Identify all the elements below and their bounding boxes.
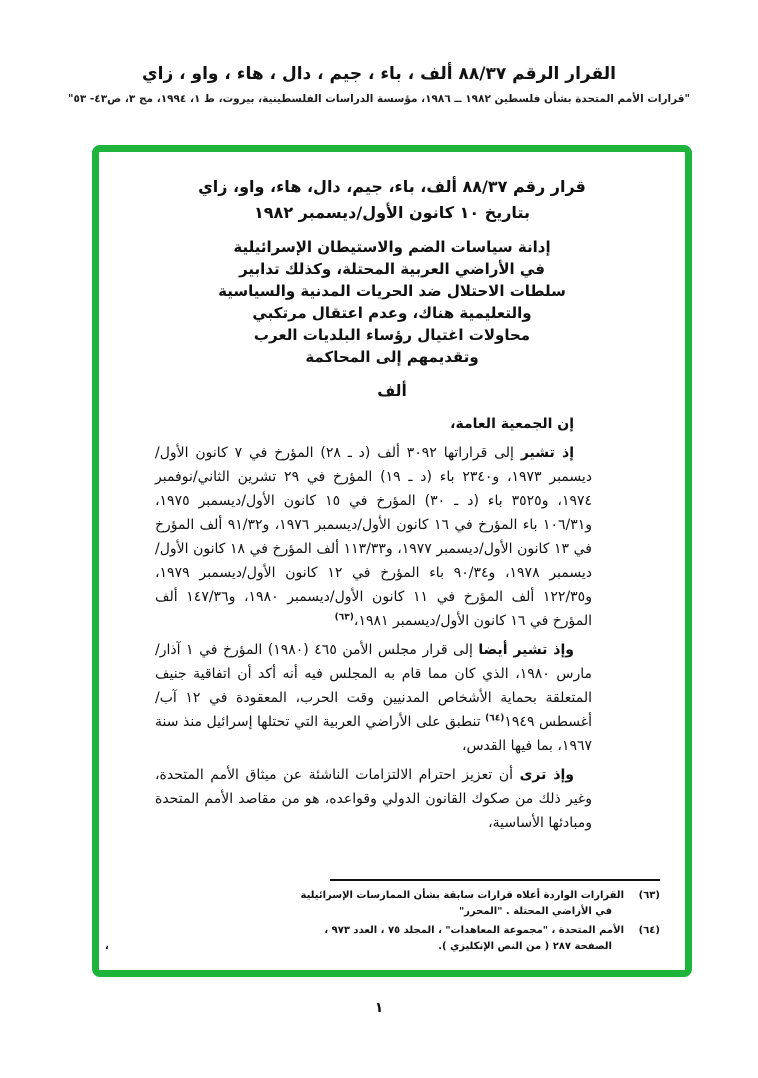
- footnote-63: [105, 888, 660, 920]
- subject-line: محاولات اغتيال رؤساء البلديات العرب: [253, 326, 531, 344]
- footnote-line-text: في الأراضي المحتلة . "المحرر": [458, 906, 612, 917]
- opening-text: إن الجمعية العامة،: [450, 416, 574, 432]
- footnote-line: الأمم المتحدة ، "مجموعة المعاهدات" ، المجلد ٧٥ ، العدد ٩٧٣ ،: [324, 925, 624, 936]
- source-citation: "قرارات الأمم المتحدة بشأن فلسطين ١٩٨٢ ــ ١٩٨٦، مؤسسة الدراسات الفلسطينية، بيروت، ط ١، ١٩٩٤، مج ٣، ص٤٣- ٥٣": [67, 93, 691, 105]
- footnote-ref-63: (٦٣): [334, 612, 354, 623]
- footnote-ref-64: (٦٤): [485, 713, 505, 724]
- paragraph-lead: إذ تشير: [520, 445, 575, 461]
- resolution-date-line: بتاريخ ١٠ كانون الأول/ديسمبر ١٩٨٢: [254, 203, 530, 222]
- paragraph-text: أن تعزيز احترام الالتزامات الناشئة عن ميثاق الأمم المتحدة، وغير ذلك من صكوك القانون الدولي وقواعده، هو من مقاصد الأمم المتحدة ومبادئها الأساسية،: [155, 767, 592, 831]
- footnote-line: [105, 939, 624, 955]
- footnote-line: [105, 904, 624, 920]
- resolution-frame: [92, 145, 692, 977]
- footnote-text: [105, 888, 624, 920]
- subject-line: إدانة سياسات الضم والاستيطان الإسرائيلية: [233, 238, 551, 256]
- preamble-paragraph: [155, 441, 592, 633]
- footnote-64: [105, 923, 660, 955]
- subject-line: سلطات الاحتلال ضد الحريات المدنية والسياسية: [218, 282, 566, 300]
- document-title: القرار الرقم ٨٨/٣٧ ألف ، باء ، جيم ، دال ، هاء ، واو ، زاي: [142, 64, 616, 84]
- paragraph-lead: وإذ تشير أيضا: [478, 642, 574, 658]
- preamble-paragraph: [155, 638, 592, 758]
- page-header: [0, 64, 758, 105]
- resolution-title: [99, 174, 685, 226]
- paragraph-text: تنطبق على الأراضي العربية التي تحتلها إسرائيل منذ سنة ١٩٦٧، بما فيها القدس،: [155, 714, 592, 754]
- paragraph-text: إلى قرار مجلس الأمن ٤٦٥ (١٩٨٠) المؤرخ في ١ آذار/مارس ١٩٨٠، الذي كان مما قام به المجلس فيه أنه أكد أن اتفاقية جنيف المتعلقة بحماية الأشخاص المدنيين وقت الحرب، المعقودة في ١٢ آب/أغسطس ١٩٤٩: [155, 642, 593, 730]
- paragraph-lead: وإذ ترى: [519, 767, 575, 783]
- footnote-line-tail: ،: [105, 941, 109, 952]
- subject-line: في الأراضي العربية المحتلة، وكذلك تدابير: [239, 260, 545, 278]
- footnote-line: القرارات الواردة أعلاه قرارات سابقة بشأن الممارسات الإسرائيلية: [300, 890, 624, 901]
- preamble-paragraph: [155, 763, 592, 835]
- subject-line: وتقديمهم إلى المحاكمة: [305, 348, 479, 366]
- resolution-body: [155, 412, 592, 840]
- footnote-number: (٦٣): [638, 890, 660, 901]
- footnote-line-text: الصفحة ٢٨٧ ( من النص الإنكليزي ).: [438, 941, 612, 952]
- footnote-text: [105, 923, 624, 955]
- paragraph-text: إلى قراراتها ٣٠٩٢ ألف (د ـ ٢٨) المؤرخ في ٧ كانون الأول/ديسمبر ١٩٧٣، و٢٣٤٠ باء (د ـ ١٩) المؤرخ في ٢٩ تشرين الثاني/نوفمبر ١٩٧٤، و٣٥٢٥ باء (د ـ ٣٠) المؤرخ في ١٥ كانون الأول/ديسمبر ١٩٧٥، و١٠٦/٣١ باء المؤرخ في ١٦ كانون الأول/ديسمبر ١٩٧٦، و٩١/٣٢ ألف المؤرخ في ١٣ كانون الأول/ديسمبر ١٩٧٧، و١١٣/٣٣ ألف المؤرخ في ١٨ كانون الأول/ديسمبر ١٩٧٨، و٩٠/٣٤ باء المؤرخ في ١٢ كانون الأول/ديسمبر ١٩٧٩، و١٢٢/٣٥ ألف المؤرخ في ١١ كانون الأول/ديسمبر ١٩٨٠، و١٤٧/٣٦ ألف المؤرخ في ١٦ كانون الأول/ديسمبر ١٩٨١،: [155, 445, 593, 629]
- subject-line: والتعليمية هناك، وعدم اعتقال مرتكبي: [252, 304, 532, 322]
- footnote-separator: [330, 879, 660, 881]
- footnote-number: (٦٤): [638, 925, 660, 936]
- resolution-subject: [99, 236, 685, 368]
- opening-line: [155, 412, 592, 436]
- section-letter: ألف: [377, 382, 407, 400]
- footnotes: [105, 888, 660, 955]
- page-number: ١: [374, 1000, 384, 1016]
- resolution-number-line: قرار رقم ٨٨/٣٧ ألف، باء، جيم، دال، هاء، واو، زاي: [198, 177, 586, 196]
- footnote-block: [99, 871, 685, 958]
